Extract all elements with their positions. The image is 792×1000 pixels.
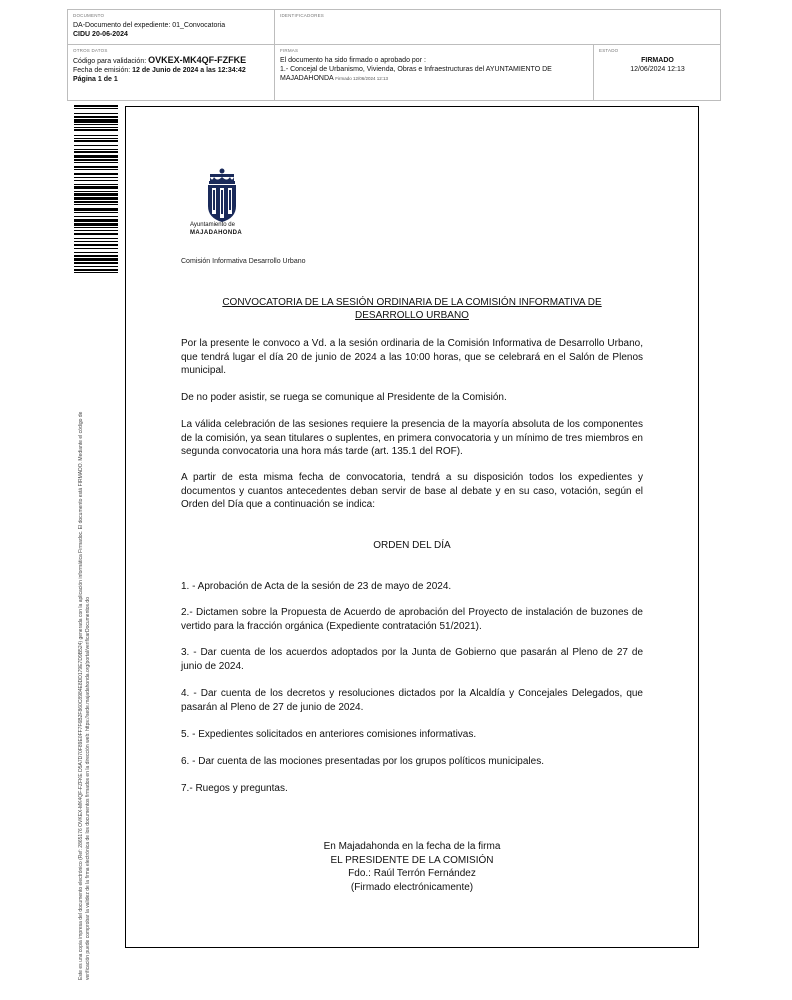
barcode-bar bbox=[74, 208, 118, 210]
barcode-bar bbox=[74, 238, 118, 239]
barcode-bar bbox=[74, 201, 118, 203]
logo-caption-line2: MAJADAHONDA bbox=[190, 230, 243, 236]
barcode-bar bbox=[74, 269, 118, 271]
side-text-line2: verificación puede comprobar la validez de la firma electrónica de los documentos firmados en la dirección web: https://sede.majadahonda.org/portal/verificarDocumentos.do bbox=[85, 597, 91, 980]
agenda-item: 3. - Dar cuenta de los acuerdos adoptados por la Junta de Gobierno que pasarán al Pleno de 27 de junio de 2024. bbox=[181, 647, 643, 672]
barcode-bar bbox=[74, 119, 118, 122]
signature-name: Fdo.: Raúl Terrón Fernández bbox=[348, 868, 476, 879]
barcode-bar bbox=[74, 212, 118, 213]
barcode-bar bbox=[74, 193, 118, 196]
barcode-bar bbox=[74, 204, 118, 205]
barcode-bar bbox=[74, 140, 118, 142]
barcode-bar bbox=[74, 127, 118, 128]
firmas-cell bbox=[275, 45, 593, 101]
title-line2: DESARROLLO URBANO bbox=[355, 310, 469, 321]
signature-block bbox=[181, 840, 643, 894]
barcode-bar bbox=[74, 262, 118, 264]
barcode-bar bbox=[74, 149, 118, 150]
barcode-bar bbox=[74, 155, 118, 158]
barcode-bar bbox=[74, 186, 118, 188]
barcode-bar bbox=[74, 138, 118, 139]
barcode-bar bbox=[74, 216, 118, 217]
signature-role: EL PRESIDENTE DE LA COMISIÓN bbox=[330, 854, 494, 866]
fecha-value: 12 de Junio de 2024 a las 12:34:42 bbox=[132, 67, 246, 74]
title-line1: CONVOCATORIA DE LA SESIÓN ORDINARIA DE LA COMISIÓN INFORMATIVA DE bbox=[222, 297, 602, 308]
otros-datos-cell bbox=[68, 45, 274, 101]
identificadores-cell bbox=[275, 10, 721, 44]
barcode-bar bbox=[74, 244, 118, 246]
document-title bbox=[181, 296, 643, 322]
barcode-bar bbox=[74, 219, 118, 221]
estado-label: ESTADO bbox=[599, 48, 619, 53]
barcode-bar bbox=[74, 166, 118, 168]
signature-note: (Firmado electrónicamente) bbox=[350, 881, 474, 893]
side-text-line1: Este es una copia impresa del documento electrónico (Ref: 2865176 OVKEX-MK4QF-FZFKE D5A7D70F89E0FF7F6B2F860C8984E8DD179E7D9B524) generada con la aplicación informática Firmadoc. El documento está FIRMADO. Mediante el código de bbox=[78, 411, 84, 980]
document-header bbox=[67, 9, 721, 101]
estado-value: FIRMADO bbox=[641, 57, 674, 64]
barcode-bar bbox=[74, 248, 118, 249]
fecha-label: Fecha de emisión: bbox=[73, 67, 131, 74]
barcode-bar bbox=[74, 162, 118, 163]
paragraph-convocatoria: Por la presente le convoco a Vd. a la sesión ordinaria de la Comisión Informativa de Desarrollo Urbano, que tendrá lugar el día 20 de junio de 2024 a las 10:00 horas, que se celebrará en el Salón de Plenos municipal. bbox=[181, 338, 643, 376]
agenda-item: 4. - Dar cuenta de los decretos y resoluciones dictados por la Alcaldía y Concejales Delegados, que pasarán al Pleno de 27 de junio de 2024. bbox=[181, 688, 643, 713]
firmas-line3: MAJADAHONDA bbox=[280, 75, 334, 82]
firmas-line1: El documento ha sido firmado o aprobado por : bbox=[280, 57, 426, 64]
barcode-bar bbox=[74, 197, 118, 199]
logo-caption bbox=[180, 221, 260, 237]
logo-caption-line1: Ayuntamiento de bbox=[190, 222, 235, 228]
barcode-bar bbox=[74, 113, 118, 114]
estado-cell bbox=[594, 45, 721, 101]
barcode-bar bbox=[74, 124, 118, 125]
barcode-bar bbox=[74, 252, 118, 253]
documento-cell bbox=[68, 10, 274, 44]
barcode-bar bbox=[74, 233, 118, 235]
barcode-bar bbox=[74, 177, 118, 178]
paragraph-asistencia: De no poder asistir, se ruega se comunique al Presidente de la Comisión. bbox=[181, 392, 507, 403]
agenda-item: 6. - Dar cuenta de las mociones presentadas por los grupos políticos municipales. bbox=[181, 756, 544, 767]
barcode-bar bbox=[74, 258, 118, 261]
barcode-bar bbox=[74, 191, 118, 192]
agenda-item: 1. - Aprobación de Acta de la sesión de 23 de mayo de 2024. bbox=[181, 581, 452, 592]
barcode-bar bbox=[74, 116, 118, 118]
codigo-value: OVKEX-MK4QF-FZFKE bbox=[148, 55, 247, 65]
paragraph-quorum: La válida celebración de las sesiones requiere la presencia de la mayoría absoluta de los componentes de la comisión, ya sean titulares o suplentes, en primera convocatoria y un mínimo de tres miembros en segunda convocatoria una hora más tarde (art. 135.1 del ROF). bbox=[181, 419, 643, 457]
barcode-bar bbox=[74, 135, 118, 136]
paragraph-documentacion: A partir de esta misma fecha de convocatoria, tendrá a su disposición todos los expedientes y documentos y cuantos antecedentes deban servir de base al debate y en su caso, votación, según el Orden del Día que a continuación se indica: bbox=[181, 472, 643, 510]
identificadores-label: IDENTIFICADORES bbox=[280, 13, 325, 18]
firmas-line3-small: Firmado 12/06/2024 12:13 bbox=[335, 76, 389, 81]
documento-label: DOCUMENTO bbox=[73, 13, 105, 18]
barcode-bar bbox=[74, 241, 118, 242]
agenda-item: 2.- Dictamen sobre la Propuesta de Acuerdo de aprobación del Proyecto de instalación de buzones de vertido para la fracción orgánica (Expediente contratación 51/2021). bbox=[181, 607, 643, 632]
barcode-bar bbox=[74, 266, 118, 267]
barcode-bar bbox=[74, 159, 118, 161]
pagina: Página 1 de 1 bbox=[73, 76, 118, 83]
commission-subtitle: Comisión Informativa Desarrollo Urbano bbox=[181, 258, 306, 265]
barcode-bar bbox=[74, 230, 118, 231]
barcode-bar bbox=[74, 227, 118, 228]
firmas-label: FIRMAS bbox=[280, 48, 299, 53]
barcode-bar bbox=[74, 105, 118, 107]
agenda-item: 5. - Expedientes solicitados en anteriores comisiones informativas. bbox=[181, 729, 477, 740]
barcode-bar bbox=[74, 223, 118, 226]
barcode-bar bbox=[74, 145, 118, 146]
verification-side-text bbox=[78, 290, 92, 980]
barcode bbox=[74, 105, 118, 275]
agenda-item: 7.- Ruegos y preguntas. bbox=[181, 783, 288, 794]
barcode-bar bbox=[74, 169, 118, 170]
barcode-bar bbox=[74, 184, 118, 185]
barcode-bar bbox=[74, 255, 118, 257]
codigo-label: Código para validación: bbox=[73, 58, 147, 65]
otros-datos-label: OTROS DATOS bbox=[73, 48, 108, 53]
barcode-bar bbox=[74, 151, 118, 153]
barcode-bar bbox=[74, 129, 118, 131]
barcode-bar bbox=[74, 108, 118, 109]
barcode-bar bbox=[74, 173, 118, 175]
estado-date: 12/06/2024 12:13 bbox=[630, 66, 685, 73]
documento-line2: CIDU 20-06-2024 bbox=[73, 31, 128, 38]
barcode-bar bbox=[74, 180, 118, 181]
signature-place-date: En Majadahonda en la fecha de la firma bbox=[323, 841, 501, 852]
barcode-bar bbox=[74, 272, 118, 273]
firmas-line2: 1.- Concejal de Urbanismo, Vivienda, Obras e Infraestructuras del AYUNTAMIENTO DE bbox=[280, 66, 552, 73]
documento-line1: DA-Documento del expediente: 01_Convocatoria bbox=[73, 22, 226, 29]
agenda-title: ORDEN DEL DÍA bbox=[373, 540, 451, 551]
